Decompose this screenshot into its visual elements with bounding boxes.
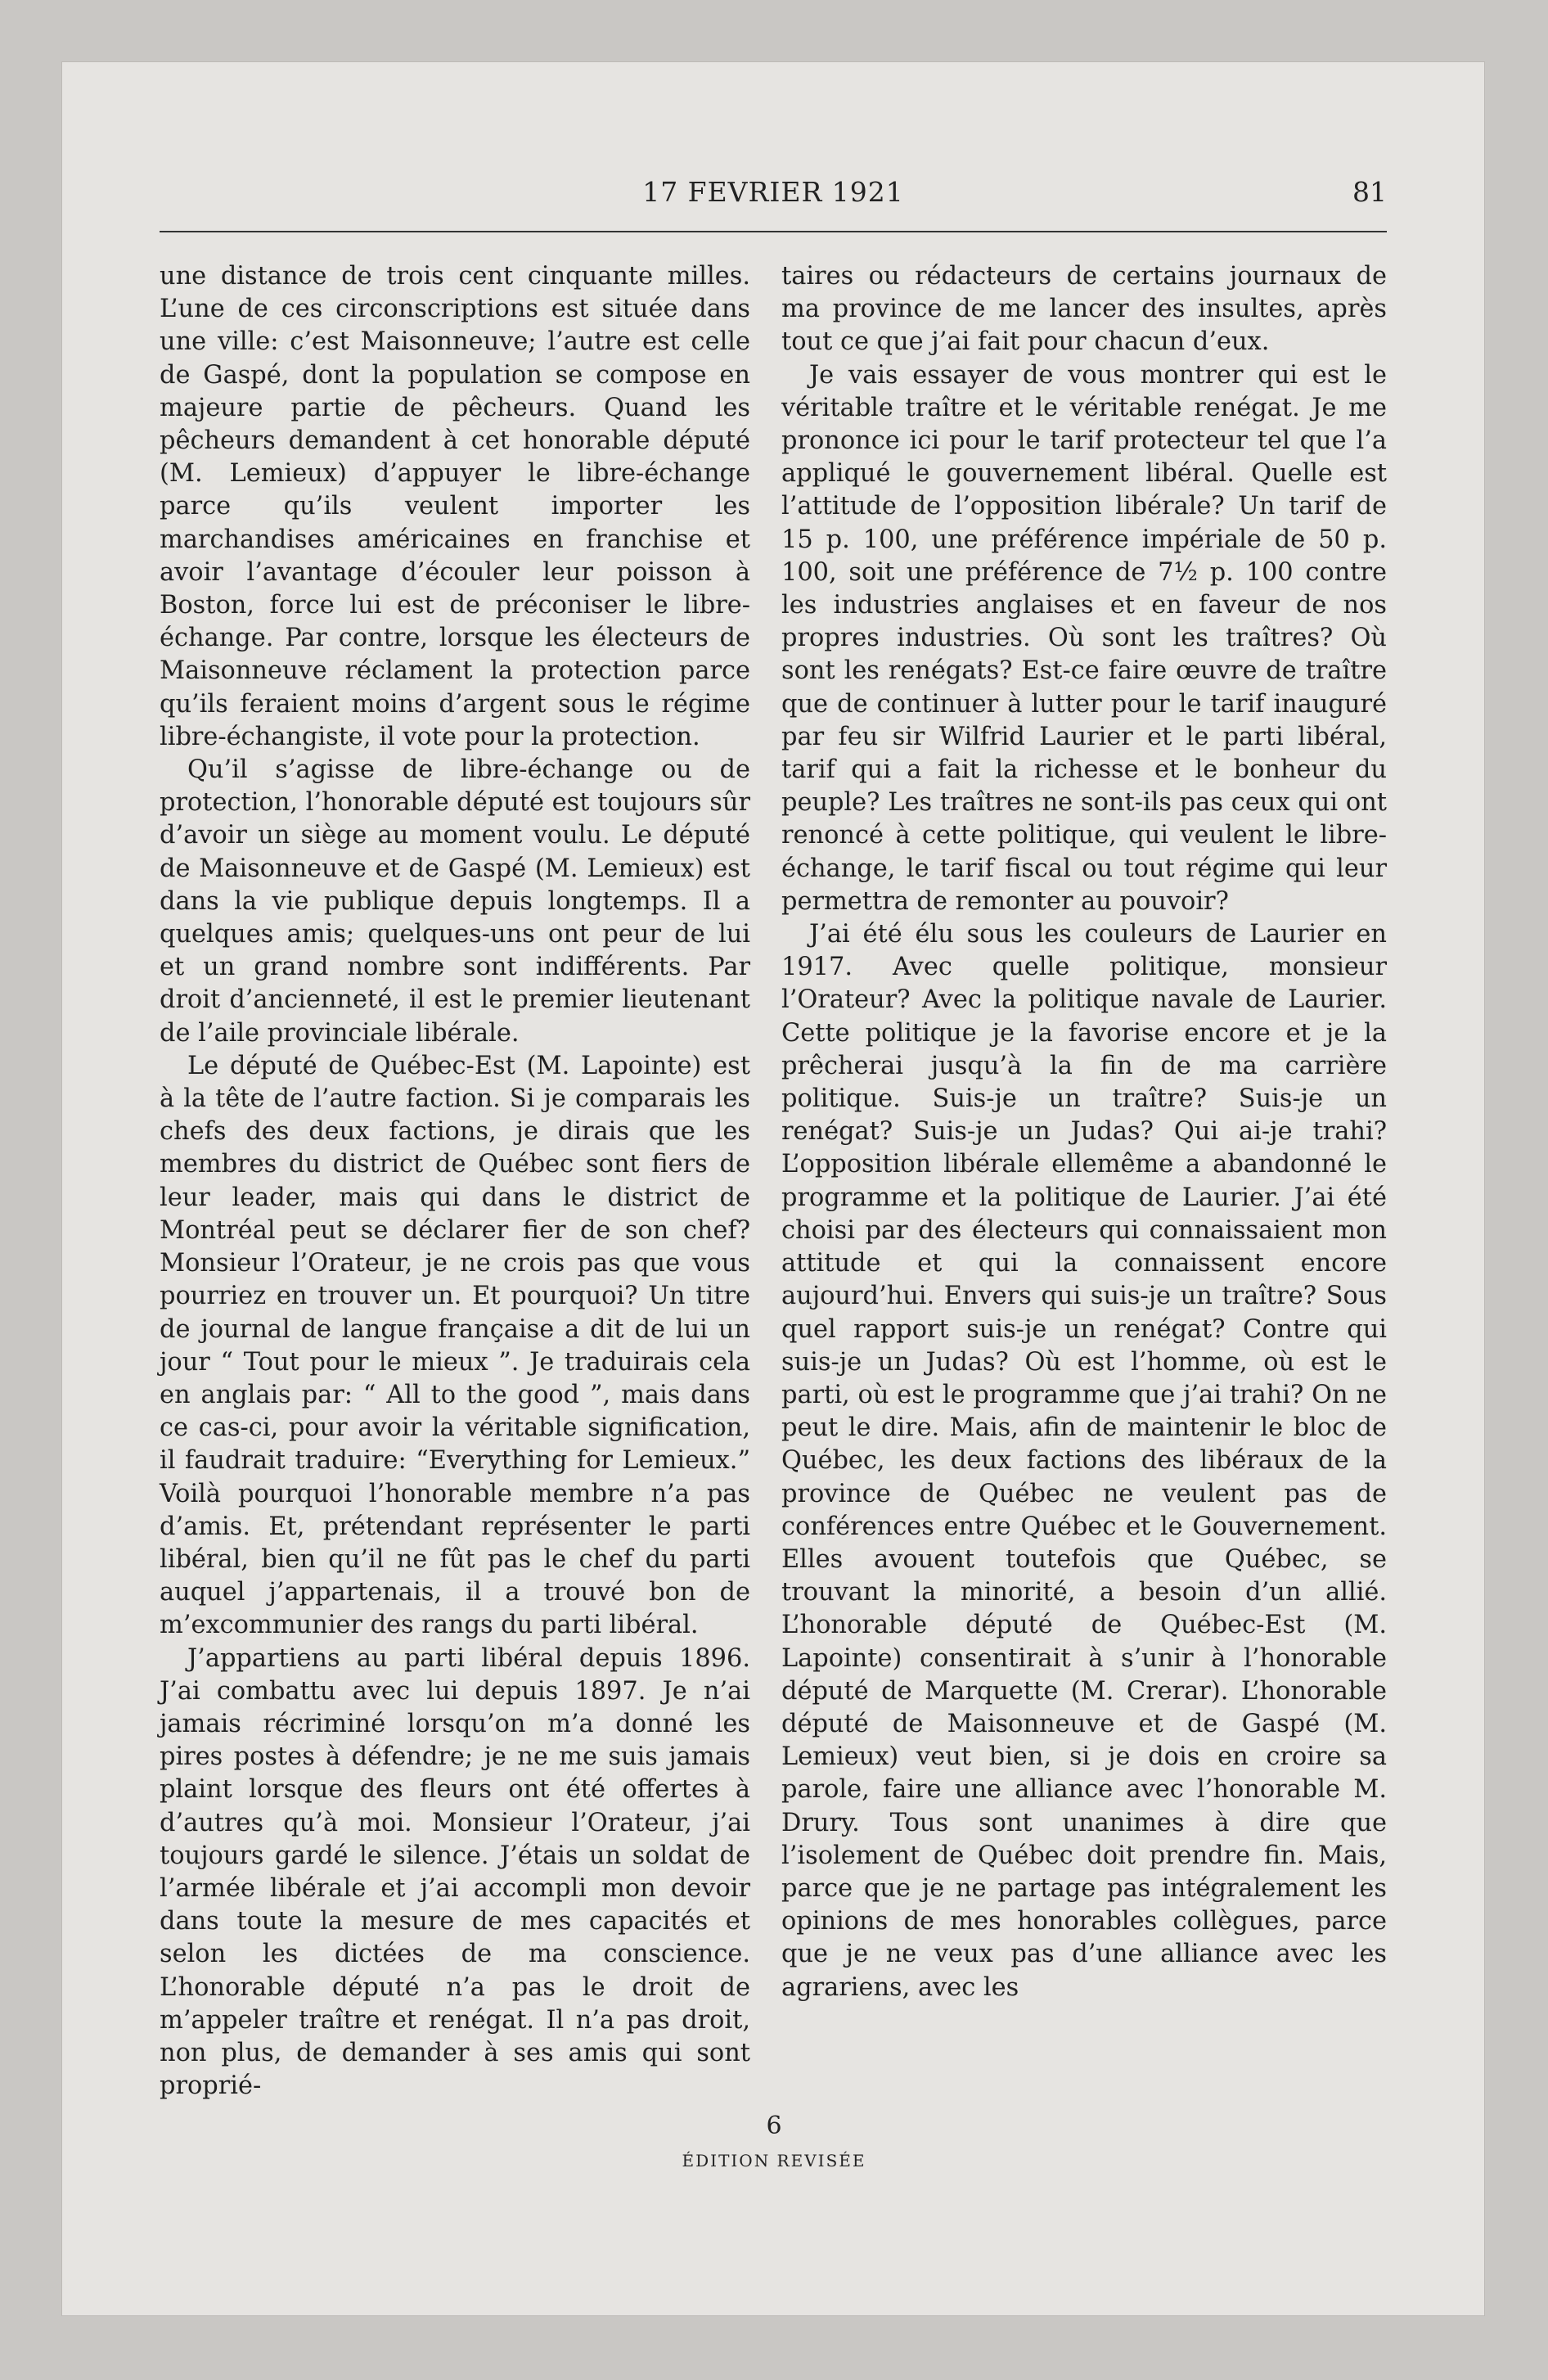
right-paragraph-3: J’ai été élu sous les couleurs de Laurier en 1917. Avec quelle politique, monsieur l’Orateur? Avec la politique navale de Laurier. Cette politique je la favorise encore et je la prêcherai jusqu’à la fin de ma carrière politique. Suis-je un traître? Suis-je un renégat? Suis-je un Judas? Qui ai-je trahi? L’opposition libérale ellemême a abandonné le programme et la politique de Laurier. J’ai été choisi par des électeurs qui connaissaient mon attitude et qui la connaissent encore aujourd’hui. Envers qui suis-je un traître? Sous quel rapport suis-je un renégat? Contre qui suis-je un Judas? Où est l’homme, où est le parti, où est le programme que j’ai trahi? On ne peut le dire. Mais, afin de maintenir le bloc de Québec, les deux factions des libéraux de la province de Québec ne veulent pas de conférences entre Québec et le Gouvernement. Elles avouent toutefois que Québec, se trouvant la minorité, a besoin d’un allié. L’honorable député de Québec-Est (M. Lapointe) consentirait à s’unir à l’honorable député de Marquette (M. Crerar). L’honorable député de Maisonneuve et de Gaspé (M. Lemieux) veut bien, si je dois en croire sa parole, faire une alliance avec l’honorable M. Drury. Tous sont unanimes à dire que l’isolement de Québec doit prendre fin. Mais, parce que je ne partage pas intégralement les opinions de mes honorables collègues, parce que je ne veux pas d’une alliance avec les agrariens, avec les bbox=[781, 920, 1387, 2002]
left-column bbox=[160, 260, 750, 2103]
right-column bbox=[781, 260, 1387, 2004]
left-paragraph-1: une distance de trois cent cinquante milles. L’une de ces circonscriptions est située dans une ville: c’est Maisonneuve; l’autre est celle de Gaspé, dont la population se compose en majeure partie de pêcheurs. Quand les pêcheurs demandent à cet honorable député (M. Lemieux) d’appuyer le libre-échange parce qu’ils veulent importer les marchandises américaines en franchise et avoir l’avantage d’écouler leur poisson à Boston, force lui est de préconiser le libre-échange. Par contre, lorsque les électeurs de Maisonneuve réclament la protection parce qu’ils feraient moins d’argent sous le régime libre-échangiste, il vote pour la protection. bbox=[160, 262, 750, 751]
signature-number: 6 bbox=[766, 2112, 782, 2140]
header-date: 17 FEVRIER 1921 bbox=[642, 176, 904, 208]
header-rule bbox=[160, 231, 1387, 232]
right-paragraph-2: Je vais essayer de vous montrer qui est le véritable traître et le véritable renégat. Je me prononce ici pour le tarif protecteur tel que l’a appliqué le gouvernement libéral. Quelle est l’attitude de l’opposition libérale? Un tarif de 15 p. 100, une préférence impériale de 50 p. 100, soit une préférence de 7½ p. 100 contre les industries anglaises et en faveur de nos propres industries. Où sont les traîtres? Où sont les renégats? Est-ce faire œuvre de traître que de continuer à lutter pour le tarif inauguré par feu sir Wilfrid Laurier et le parti libéral, tarif qui a fait la richesse et le bonheur du peuple? Les traîtres ne sont-ils pas ceux qui ont renoncé à cette politique, qui veulent le libre-échange, le tarif fiscal ou tout régime qui leur permettra de remonter au pouvoir? bbox=[781, 360, 1387, 916]
left-paragraph-3: Le député de Québec-Est (M. Lapointe) est à la tête de l’autre faction. Si je comparais les chefs des deux factions, je dirais que les membres du district de Québec sont fiers de leur leader, mais qui dans le district de Montréal peut se déclarer fier de son chef? Monsieur l’Orateur, je ne crois pas que vous pourriez en trouver un. Et pourquoi? Un titre de journal de langue française a dit de lui un jour “ Tout pour le mieux ”. Je traduirais cela en anglais par: “ All to the good ”, mais dans ce cas-ci, pour avoir la véritable signification, il faudrait traduire: “Everything for Lemieux.” Voilà pourquoi l’honorable membre n’a pas d’amis. Et, prétendant représenter le parti libéral, bien qu’il ne fût pas le chef du parti auquel j’appartenais, il a trouvé bon de m’excommunier des rangs du parti libéral. bbox=[160, 1051, 750, 1640]
left-paragraph-4: J’appartiens au parti libéral depuis 1896. J’ai combattu avec lui depuis 1897. Je n’ai jamais récriminé lorsqu’on m’a donné les pires postes à défendre; je ne me suis jamais plaint lorsque des fleurs ont été offertes à d’autres qu’à moi. Monsieur l’Orateur, j’ai toujours gardé le silence. J’étais un soldat de l’armée libérale et j’ai accompli mon devoir dans toute la mesure de mes capacités et selon les dictées de ma conscience. L’honorable député n’a pas le droit de m’appeler traître et renégat. Il n’a pas droit, non plus, de demander à ses amis qui sont proprié- bbox=[160, 1643, 750, 2101]
left-paragraph-2: Qu’il s’agisse de libre-échange ou de protection, l’honorable député est toujours sûr d’avoir un siège au moment voulu. Le député de Maisonneuve et de Gaspé (M. Lemieux) est dans la vie publique depuis longtemps. Il a quelques amis; quelques-uns ont peur de lui et un grand nombre sont indifférents. Par droit d’ancienneté, il est le premier lieutenant de l’aile provinciale libérale. bbox=[160, 755, 750, 1048]
page-header bbox=[160, 176, 1387, 217]
edition-label: ÉDITION REVISÉE bbox=[682, 2151, 866, 2170]
page-number: 81 bbox=[1352, 176, 1387, 208]
right-paragraph-1: taires ou rédacteurs de certains journaux de ma province de me lancer des insultes, après tout ce que j’ai fait pour chacun d’eux. bbox=[781, 262, 1387, 357]
